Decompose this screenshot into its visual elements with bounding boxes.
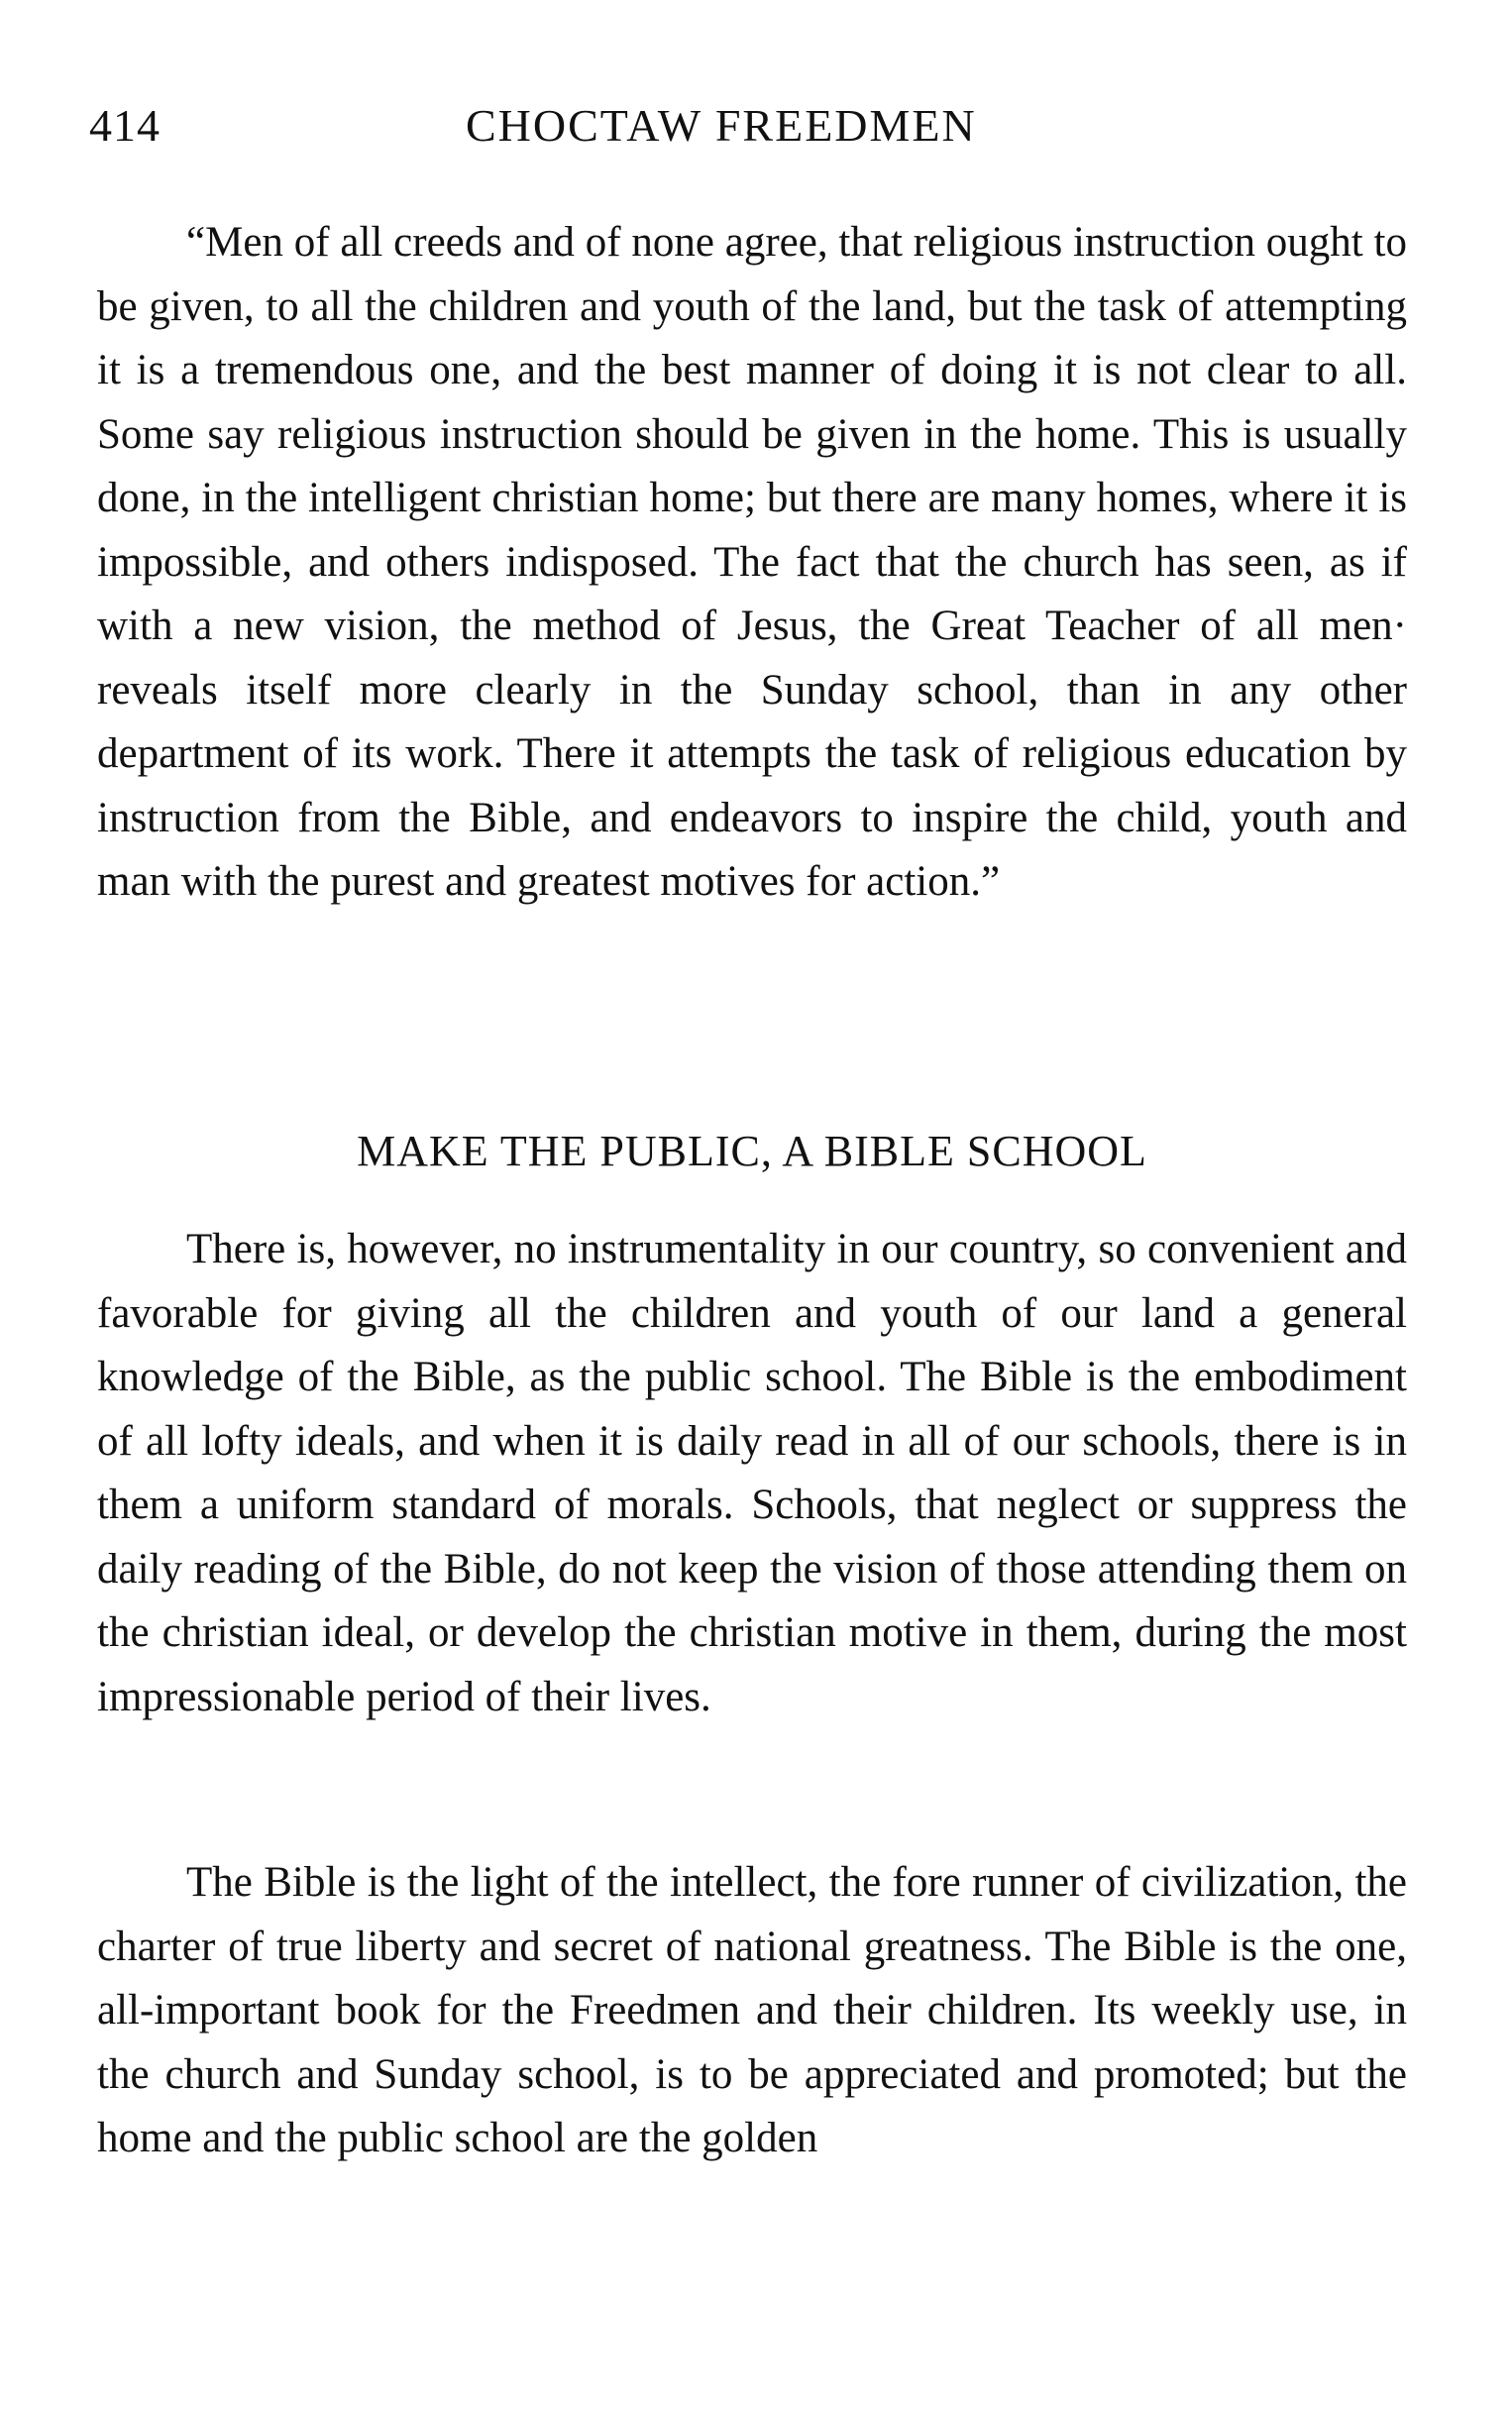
body-paragraph: There is, however, no instrumentality in our country, so convenient and favorable for giving all the children and youth of our land a general knowledge of the Bible, as the public school. The Bible is the embodiment of all lofty ideals, and when it is daily read in all of our schools, there is in them a uniform standard of morals. Schools, that neglect or suppress the daily reading of the Bible, do not keep the vision of those attending them on the christian ideal, or develop the christian motive in them, during the most impressionable period of their lives. <box>97 1226 1407 1720</box>
quote-paragraph: “Men of all creeds and of none agree, that religious instruction ought to be given, to all the children and youth of the land, but the task of attempting it is a tremendous one, and the best manner of doing it is not clear to all. Some say religious instruction should be given in the home. This is usually done, in the intelligent christian home; but there are many homes, where it is impossible, and others indisposed. The fact that the church has seen, as if with a new vision, the method of Jesus, the Great Teacher of all men· reveals itself more clearly in the Sunday school, than in any other department of its work. There it attempts the task of religious education by instruction from the Bible, and endeavors to inspire the child, youth and man with the purest and greatest motives for action.” <box>97 219 1407 905</box>
running-head <box>89 99 1407 159</box>
section-heading: MAKE THE PUBLIC, A BIBLE SCHOOL <box>357 1127 1147 1175</box>
running-title: CHOCTAW FREEDMEN <box>466 100 977 151</box>
page-number: 414 <box>89 100 161 151</box>
body-paragraph: The Bible is the light of the intellect, the fore runner of civilization, the charter of true liberty and secret of national greatness. The Bible is the one, all-important book for the Freedmen and their children. Its weekly use, in the church and Sunday school, is to be appreciated and promoted; but the home and the public school are the golden <box>97 1859 1407 2161</box>
